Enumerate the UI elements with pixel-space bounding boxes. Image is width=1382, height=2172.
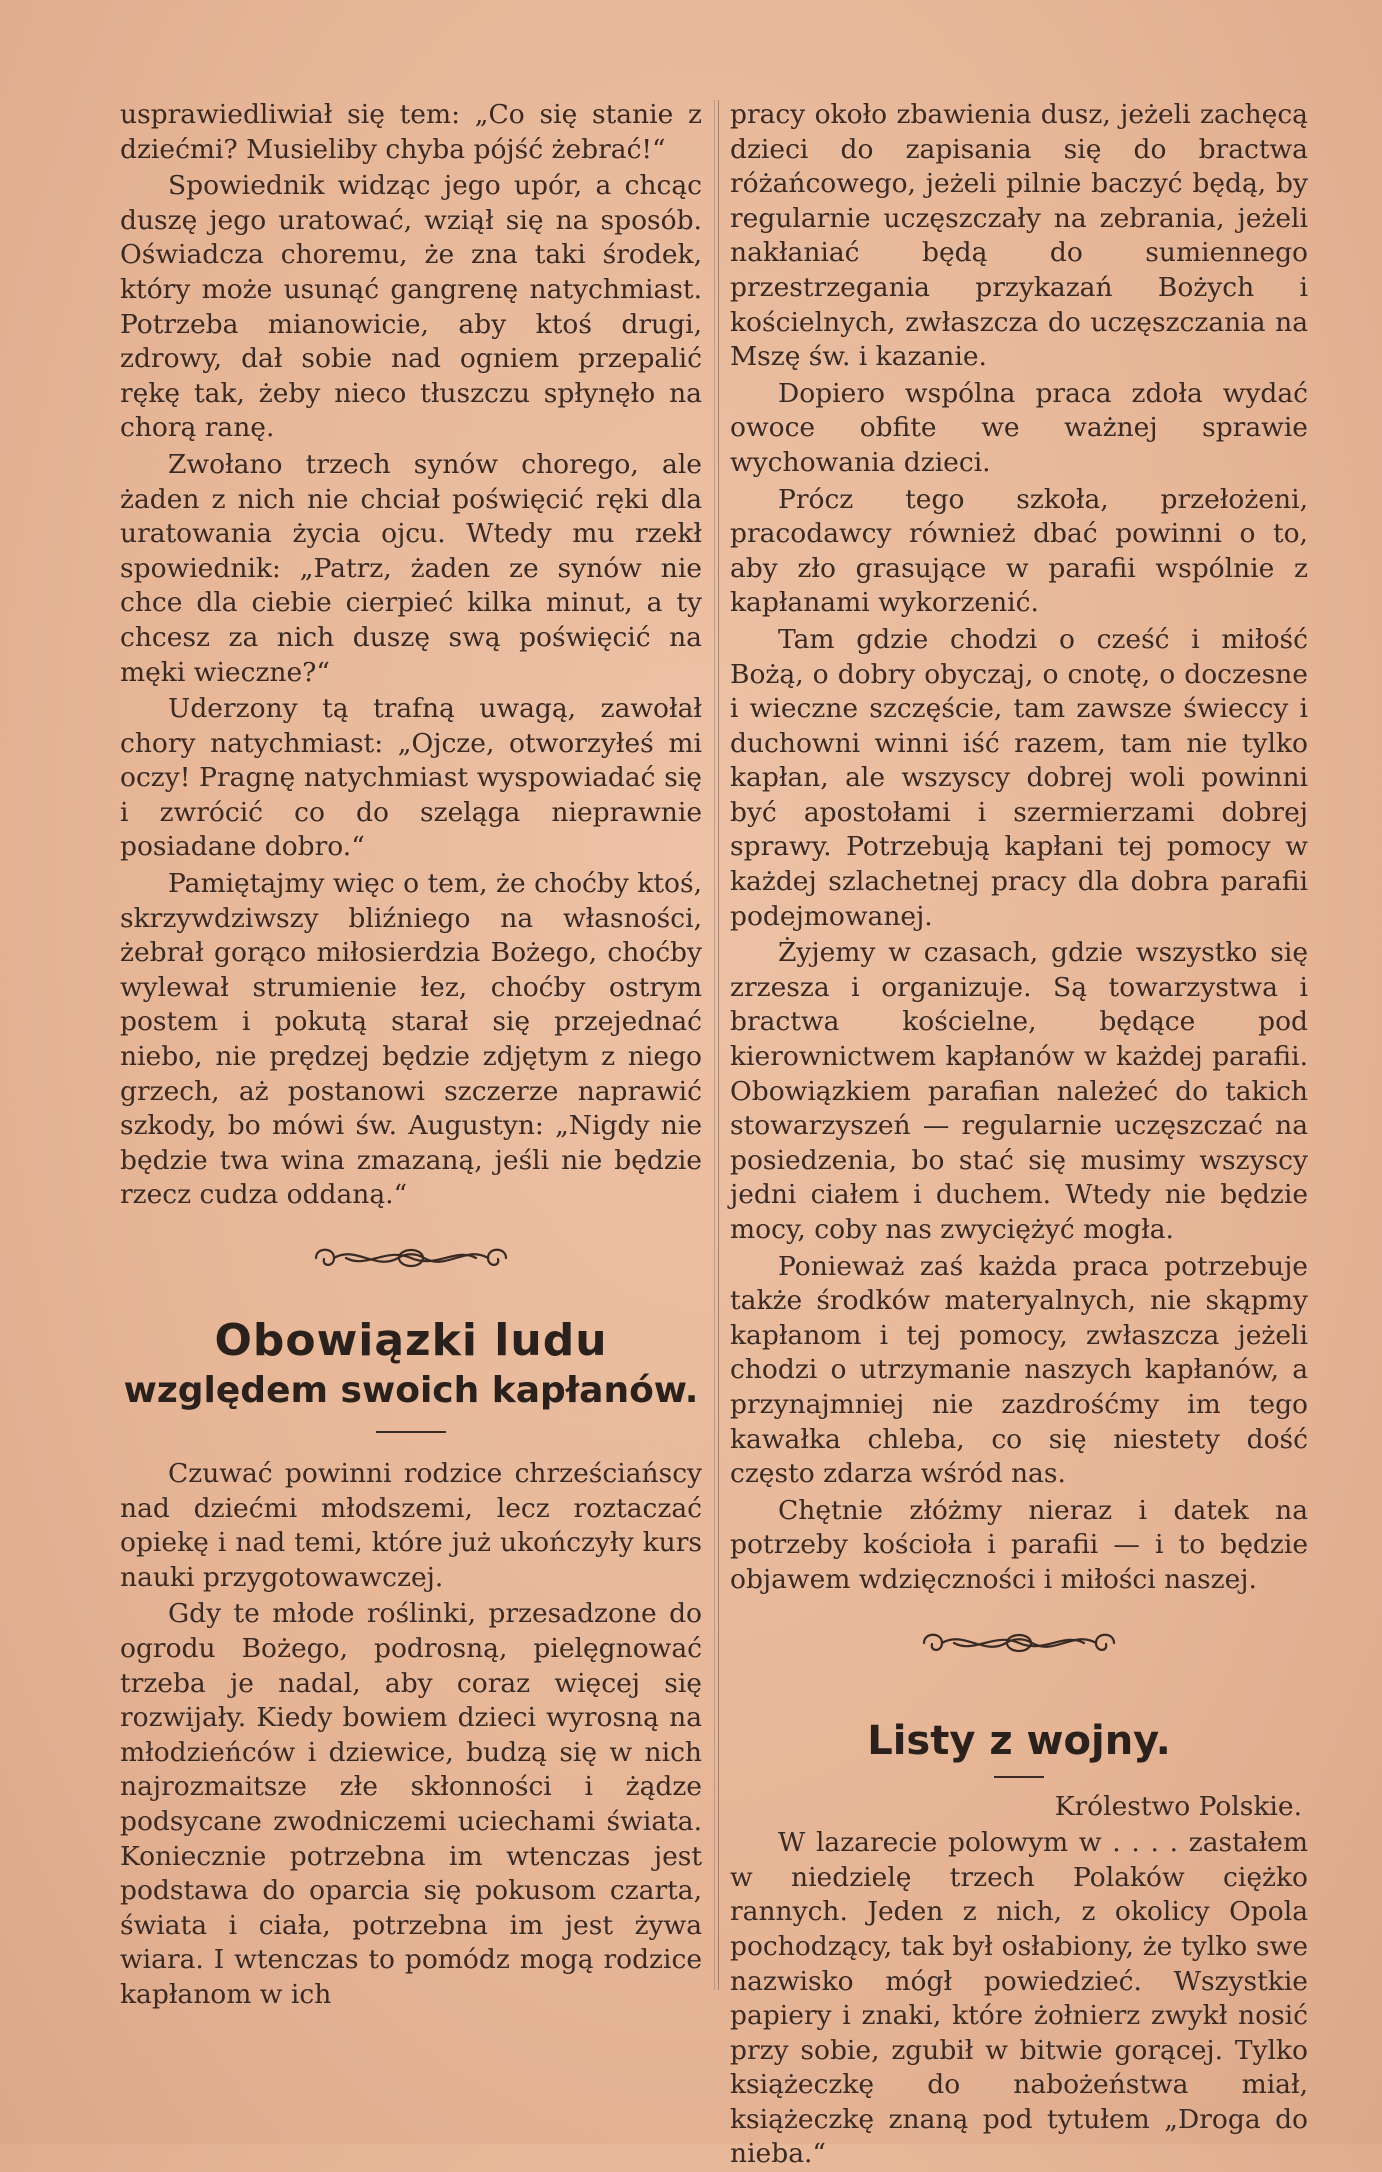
paragraph: pracy około zbawienia dusz, jeżeli zachęcą dzieci do zapisania się do bractwa różańcowego, jeżeli pilnie baczyć będą, by regularnie uczęszczały na zebrania, jeżeli nakłaniać będą do sumiennego przestrzegania przykazań Bożych i kościelnych, zwłaszcza do uczęszczania na Mszę św. i kazanie. — [730, 99, 1308, 373]
article-title: Listy z wojny. — [867, 1717, 1171, 1764]
paragraph: Pamiętajmy więc o tem, że choćby ktoś, skrzywdziwszy bliźniego na własności, żebrał gorąco miłosierdzia Bożego, choćby wylewał strumienie łez, choćby ostrym postem i pokutą starał się przejednać niebo, nie prędzej będzie zdjętym z niego grzech, aż postanowi szczerze naprawić szkody, bo mówi św. Augustyn: „Nigdy nie będzie twa wina zmazaną, jeśli nie będzie rzecz cudza oddaną.“ — [120, 868, 702, 1211]
scroll-flourish-icon — [914, 1626, 1124, 1660]
paragraph: W lazarecie polowym w . . . . zastałem w niedzielę trzech Polaków ciężko rannych. Jeden z nich, z okolicy Opola pochodzący, tak był osłabiony, że tylko swe nazwisko mógł powiedzieć. Wszystkie papiery i znaki, które żołnierz zwykł nosić przy sobie, zgubił w bitwie gorącej. Tylko książeczkę do nabożeństwa miał, książeczkę znaną pod tytułem „Droga do nieba.“ — [730, 1827, 1308, 2170]
column-rule-inner — [714, 100, 715, 1990]
article-subtitle: względem swoich kapłanów. — [123, 1370, 699, 1411]
column-rule — [718, 100, 719, 1990]
paragraph: Prócz tego szkoła, przełożeni, pracodawcy również dbać powinni o to, aby zło grasujące w parafii wspólnie z kapłanami wykorzenić. — [730, 483, 1308, 619]
article-obowiazki — [120, 1315, 702, 2013]
paragraph: Gdy te młode roślinki, przesadzone do ogrodu Bożego, podrosną, pielęgnować trzeba je nadal, aby coraz więcej się rozwijały. Kiedy bowiem dzieci wyrosną na młodzieńców i dziewice, budzą się w nich najrozmaitsze złe skłonności i żądze podsycane zwodniczemi uciechami świata. Koniecznie potrzebna im wtenczas jest podstawa do oparcia się pokusom czarta, świata i ciała, potrzebna im jest żywa wiara. I wtenczas to pomódz mogą rodzice kapłanom w ich — [120, 1598, 702, 2010]
paragraph: Zwołano trzech synów chorego, ale żaden z nich nie chciał poświęcić ręki dla uratowania życia ojcu. Wtedy mu rzekł spowiednik: „Patrz, żaden ze synów nie chce dla ciebie cierpieć kilka minut, a ty chcesz za nich duszę swą poświęcić na męki wieczne?“ — [120, 448, 702, 688]
paragraph: usprawiedliwiał się tem: „Co się stanie z dziećmi? Musieliby chyba pójść żebrać!“ — [120, 99, 702, 165]
paragraph: Chętnie złóżmy nieraz i datek na potrzeby kościoła i parafii — i to będzie objawem wdzięczności i miłości naszej. — [730, 1494, 1308, 1595]
paragraph: Tam gdzie chodzi o cześć i miłość Bożą, o dobry obyczaj, o cnotę, o doczesne i wieczne szczęście, tam zawsze świeccy i duchowni winni iść razem, tam nie tylko kapłan, ale wszyscy dobrej woli powinni być apostołami i szermierzami dobrej sprawy. Potrzebują kapłani tej pomocy w każdej szlachetnej pracy dla dobra parafii podejmowanej. — [730, 623, 1308, 932]
article-title: Obowiązki ludu — [214, 1315, 608, 1366]
paragraph: Ponieważ zaś każda praca potrzebuje także środków materyalnych, nie skąpmy kapłanom i tej pomocy, zwłaszcza jeżeli chodzi o utrzymanie naszych kapłanów, a przynajmniej nie zazdrośćmy im tego kawałka chleba, co się niestety dość często zdarza wśród nas. — [730, 1250, 1308, 1490]
paragraph: Spowiednik widząc jego upór, a chcąc duszę jego uratować, wziął się na sposób. Oświadcza choremu, że zna taki środek, który może usunąć gangrenę natychmiast. Potrzeba mianowicie, aby ktoś drugi, zdrowy, dał sobie nad ogniem przepalić rękę tak, żeby nieco tłuszczu spłynęło na chorą ranę. — [120, 170, 702, 444]
paragraph: Dopiero wspólna praca zdoła wydać owoce obfite we ważnej sprawie wychowania dzieci. — [730, 377, 1308, 478]
title-divider — [376, 1431, 446, 1433]
paragraph: Uderzony tą trafną uwagą, zawołał chory natychmiast: „Ojcze, otworzyłeś mi oczy! Pragnę natychmiast wyspowiadać się i zwrócić co do szeląga nieprawnie posiadane dobro.“ — [120, 693, 702, 863]
dateline: Królestwo Polskie. — [1054, 1790, 1302, 1822]
left-column — [120, 98, 702, 2013]
scroll-flourish-icon — [306, 1241, 516, 1275]
paragraph: Żyjemy w czasach, gdzie wszystko się zrzesza i organizuje. Są towarzystwa i bractwa kościelne, będące pod kierownictwem kapłanów w każdej parafii. Obowiązkiem parafian należeć do takich stowarzyszeń — regularnie uczęszczać na posiedzenia, bo stać się musimy wszyscy jedni ciałem i duchem. Wtedy nie będzie mocy, coby nas zwyciężyć mogła. — [730, 937, 1308, 1245]
paragraph: Czuwać powinni rodzice chrześciańscy nad dziećmi młodszemi, lecz roztaczać opiekę i nad temi, które już ukończyły kurs nauki przygotowawczej. — [120, 1458, 702, 1593]
right-column — [730, 98, 1308, 2172]
article-listy-z-wojny — [730, 1716, 1308, 2172]
title-divider — [994, 1776, 1044, 1778]
